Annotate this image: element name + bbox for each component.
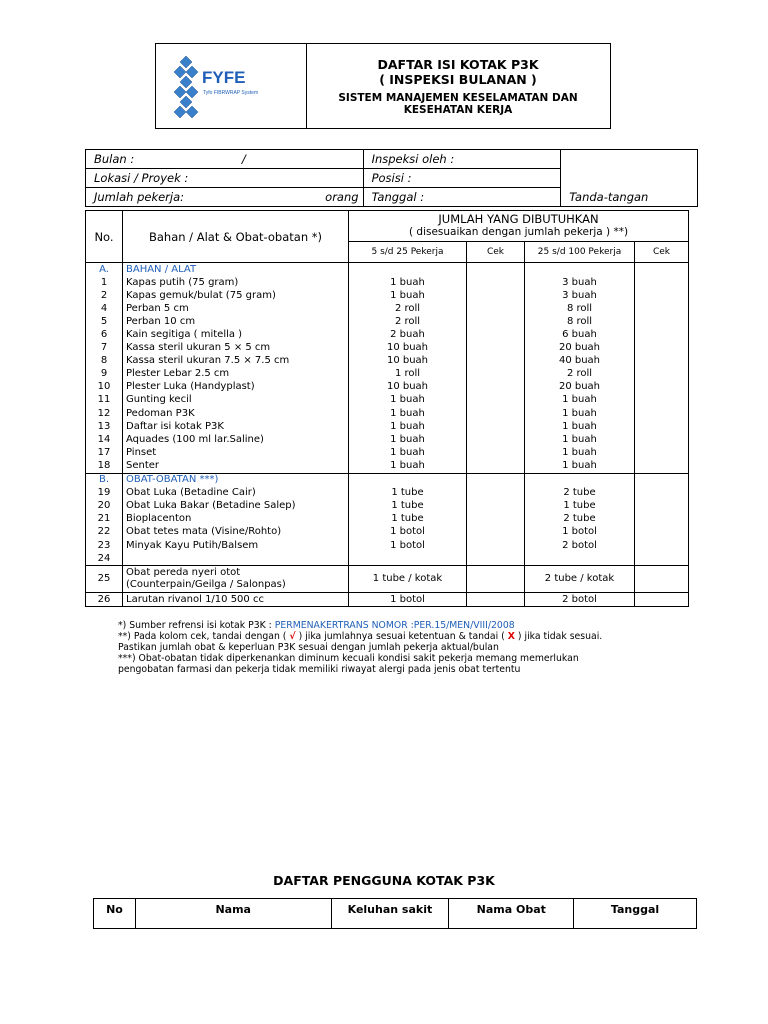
table-row: [86, 513, 689, 526]
cek-cell-a[interactable]: [467, 446, 525, 459]
row-qty-5-25: 1 botol: [349, 593, 467, 607]
note-3: Pastikan jumlah obat & keperluan P3K sesuai dengan jumlah pekerja aktual/bulan: [118, 642, 499, 653]
row-no: 8: [86, 355, 123, 368]
row-qty-25-100: 2 roll: [525, 368, 635, 381]
check-mark-icon: √: [289, 631, 296, 642]
cek-cell-a[interactable]: [467, 328, 525, 341]
row-no: 7: [86, 342, 123, 355]
row-name: Perban 5 cm: [123, 302, 349, 315]
row-qty-25-100: 1 buah: [525, 446, 635, 459]
note-4: ***) Obat-obatan tidak diperkenankan diminum kecuali kondisi sakit pekerja memang memerlukan: [118, 653, 579, 664]
row-no: 23: [86, 539, 123, 552]
cek-cell-a[interactable]: [467, 368, 525, 381]
row-name: Daftar isi kotak P3K: [123, 420, 349, 433]
section-b-no: B.: [86, 473, 123, 487]
row-name: Kapas gemuk/bulat (75 gram): [123, 289, 349, 302]
row-qty-25-100: 1 botol: [525, 526, 635, 539]
cek-cell-b[interactable]: [635, 487, 689, 500]
footnotes: [118, 620, 678, 675]
cek-cell-b[interactable]: [635, 526, 689, 539]
cek-cell-a[interactable]: [467, 526, 525, 539]
row-name: Perban 10 cm: [123, 315, 349, 328]
row-no: 11: [86, 394, 123, 407]
table-row: [86, 289, 689, 302]
row-no: 24: [86, 552, 123, 566]
row-qty-25-100: 1 buah: [525, 420, 635, 433]
x-mark-icon: X: [507, 631, 515, 642]
section-b-label: OBAT-OBATAN ***): [123, 473, 349, 487]
row-no: 21: [86, 513, 123, 526]
cek-cell-b[interactable]: [635, 407, 689, 420]
col-header-cek-a: Cek: [467, 242, 525, 263]
row-name: Pinset: [123, 446, 349, 459]
cek-cell-a[interactable]: [467, 407, 525, 420]
section-a-label: BAHAN / ALAT: [123, 263, 349, 277]
row-name: Aquades (100 ml lar.Saline): [123, 433, 349, 446]
bulan-label: Bulan :: [94, 152, 135, 166]
row-name: Bioplacenton: [123, 513, 349, 526]
table-row: [86, 420, 689, 433]
row-name: Kassa steril ukuran 7.5 × 7.5 cm: [123, 355, 349, 368]
signature-space-2[interactable]: [561, 169, 698, 188]
row-qty-5-25: 10 buah: [349, 381, 467, 394]
row-qty-25-100: 40 buah: [525, 355, 635, 368]
cek-cell-b[interactable]: [635, 513, 689, 526]
row-name: [123, 552, 349, 566]
row-qty-5-25: 1 buah: [349, 446, 467, 459]
row-no: 20: [86, 500, 123, 513]
row-qty-5-25: 1 tube: [349, 487, 467, 500]
tanggal-label: Tanggal :: [371, 190, 425, 204]
cek-cell-b[interactable]: [635, 459, 689, 473]
row-qty-5-25: 2 roll: [349, 315, 467, 328]
table-row: [86, 500, 689, 513]
row-no: 17: [86, 446, 123, 459]
cek-cell-b[interactable]: [635, 500, 689, 513]
row-no: 25: [86, 566, 123, 593]
row-name: Kain segitiga ( mitella ): [123, 328, 349, 341]
cek-cell-a[interactable]: [467, 315, 525, 328]
cek-cell-b[interactable]: [635, 355, 689, 368]
table-row: [86, 328, 689, 341]
cek-cell-a[interactable]: [467, 302, 525, 315]
table-row: [86, 315, 689, 328]
bulan-separator: /: [241, 152, 246, 166]
cek-cell-b[interactable]: [635, 446, 689, 459]
row-no: 6: [86, 328, 123, 341]
cek-cell-a[interactable]: [467, 566, 525, 593]
row-qty-5-25: 1 botol: [349, 539, 467, 552]
row-no: 26: [86, 593, 123, 607]
cek-cell-a[interactable]: [467, 593, 525, 607]
row-qty-5-25: [349, 552, 467, 566]
cek-cell-b[interactable]: [635, 420, 689, 433]
table-row: [86, 407, 689, 420]
cek-cell-a[interactable]: [467, 552, 525, 566]
note-2-text-b: ) jika jumlahnya sesuai ketentuan & tandai (: [298, 631, 505, 642]
jumlah-pekerja-field[interactable]: [86, 188, 364, 207]
note-2-text-a: **) Pada kolom cek, tandai dengan (: [118, 631, 287, 642]
lokasi-field[interactable]: [86, 169, 364, 188]
row-qty-5-25: 1 buah: [349, 433, 467, 446]
table-row: [86, 593, 689, 607]
cek-cell-a[interactable]: [467, 500, 525, 513]
cek-cell-b[interactable]: [635, 342, 689, 355]
posisi-label: Posisi :: [371, 171, 412, 185]
row-qty-25-100: 1 buah: [525, 459, 635, 473]
section-row-b: [86, 473, 689, 487]
note-1-text: *) Sumber refrensi isi kotak P3K :: [118, 620, 272, 631]
row-name: Minyak Kayu Putih/Balsem: [123, 539, 349, 552]
row-qty-25-100: 2 botol: [525, 539, 635, 552]
row-qty-25-100: 8 roll: [525, 315, 635, 328]
row-name: Obat Luka Bakar (Betadine Salep): [123, 500, 349, 513]
row-no: 10: [86, 381, 123, 394]
note-5: pengobatan farmasi dan pekerja tidak memiliki riwayat alergi pada jenis obat tertentu: [118, 664, 521, 675]
jumlah-title: JUMLAH YANG DIBUTUHKAN: [438, 212, 599, 226]
table-row: [86, 446, 689, 459]
row-qty-25-100: [525, 552, 635, 566]
tanggal-field[interactable]: [363, 188, 561, 207]
cek-cell-a[interactable]: [467, 420, 525, 433]
posisi-field[interactable]: [363, 169, 561, 188]
table-row: [86, 342, 689, 355]
cek-cell-a[interactable]: [467, 394, 525, 407]
row-qty-25-100: 3 buah: [525, 276, 635, 289]
cek-cell-a[interactable]: [467, 276, 525, 289]
row-qty-5-25: 1 tube: [349, 500, 467, 513]
col-header-cek-b: Cek: [635, 242, 689, 263]
table-row: [86, 355, 689, 368]
row-qty-5-25: 1 buah: [349, 459, 467, 473]
p3k-checklist-table: [85, 210, 689, 607]
tanda-tangan-label: Tanda-tangan: [569, 189, 649, 204]
inspection-info-table: [85, 149, 698, 207]
row-no: 5: [86, 315, 123, 328]
row-name: Larutan rivanol 1/10 500 cc: [123, 593, 349, 607]
row-no: 13: [86, 420, 123, 433]
table-row: [86, 302, 689, 315]
tanda-tangan-field[interactable]: [561, 188, 698, 207]
cek-cell-b[interactable]: [635, 289, 689, 302]
col-header-25-100: 25 s/d 100 Pekerja: [525, 242, 635, 263]
row-qty-25-100: 1 buah: [525, 394, 635, 407]
row-qty-5-25: 10 buah: [349, 355, 467, 368]
cek-cell-a[interactable]: [467, 355, 525, 368]
users-title: DAFTAR PENGGUNA KOTAK P3K: [273, 873, 495, 888]
row-qty-5-25: 1 buah: [349, 289, 467, 302]
row-name-line-1: Obat pereda nyeri otot: [126, 567, 241, 579]
row-qty-5-25: 10 buah: [349, 342, 467, 355]
cek-cell-a[interactable]: [467, 513, 525, 526]
row-qty-5-25: 1 buah: [349, 276, 467, 289]
section-row-a: [86, 263, 689, 277]
row-name: Kassa steril ukuran 5 × 5 cm: [123, 342, 349, 355]
table-row: [86, 487, 689, 500]
cek-cell-b[interactable]: [635, 302, 689, 315]
row-name: Pedoman P3K: [123, 407, 349, 420]
row-name: Gunting kecil: [123, 394, 349, 407]
row-no: 4: [86, 302, 123, 315]
users-col-keluhan: Keluhan sakit: [331, 899, 449, 929]
inspeksi-label: Inspeksi oleh :: [371, 152, 455, 166]
row-name: Kapas putih (75 gram): [123, 276, 349, 289]
cek-cell-b[interactable]: [635, 539, 689, 552]
row-qty-25-100: 3 buah: [525, 289, 635, 302]
document-header: [155, 43, 611, 129]
note-1-reference: PERMENAKERTRANS NOMOR :PER.15/MEN/VIII/2008: [274, 620, 515, 631]
cek-cell-a[interactable]: [467, 342, 525, 355]
cek-cell-a[interactable]: [467, 487, 525, 500]
inspeksi-field[interactable]: [363, 150, 561, 169]
users-col-nama-obat: Nama Obat: [449, 899, 574, 929]
jumlah-pekerja-label: Jumlah pekerja:: [94, 190, 185, 204]
logo-subtext: Tyfo FIBRWRAP System: [203, 90, 259, 96]
row-no: 1: [86, 276, 123, 289]
row-qty-5-25: 1 botol: [349, 526, 467, 539]
cek-cell-b[interactable]: [635, 315, 689, 328]
row-no: 18: [86, 459, 123, 473]
users-col-nama: Nama: [135, 899, 331, 929]
col-header-5-25: 5 s/d 25 Pekerja: [349, 242, 467, 263]
users-table: [93, 898, 697, 929]
note-2: [118, 631, 678, 642]
jumlah-note: ( disesuaikan dengan jumlah pekerja ) **): [408, 226, 629, 238]
table-row: [86, 394, 689, 407]
row-qty-5-25: 1 buah: [349, 407, 467, 420]
users-col-tanggal: Tanggal: [574, 899, 697, 929]
cek-cell-b[interactable]: [635, 552, 689, 566]
row-qty-25-100: 8 roll: [525, 302, 635, 315]
row-no: 9: [86, 368, 123, 381]
row-name: Senter: [123, 459, 349, 473]
col-header-no: No.: [86, 211, 123, 263]
col-header-bahan: Bahan / Alat & Obat-obatan *): [123, 211, 349, 263]
row-qty-25-100: 1 buah: [525, 407, 635, 420]
company-logo: [156, 44, 307, 128]
cek-cell-a[interactable]: [467, 289, 525, 302]
cek-cell-b[interactable]: [635, 381, 689, 394]
cek-cell-a[interactable]: [467, 539, 525, 552]
cek-cell-b[interactable]: [635, 328, 689, 341]
cek-cell-a[interactable]: [467, 433, 525, 446]
bulan-field[interactable]: [86, 150, 364, 169]
cek-cell-b[interactable]: [635, 433, 689, 446]
cek-cell-a[interactable]: [467, 381, 525, 394]
document-title: DAFTAR ISI KOTAK P3K: [377, 57, 539, 72]
col-header-jumlah: [349, 211, 689, 242]
lokasi-label: Lokasi / Proyek :: [94, 171, 189, 185]
row-no: 22: [86, 526, 123, 539]
cek-cell-a[interactable]: [467, 459, 525, 473]
table-row: [86, 459, 689, 473]
logo-text: FYFE: [202, 68, 246, 87]
row-name: Obat tetes mata (Visine/Rohto): [123, 526, 349, 539]
cek-cell-b[interactable]: [635, 394, 689, 407]
row-no: 2: [86, 289, 123, 302]
header-titles: [306, 44, 610, 128]
row-qty-25-100: 1 tube: [525, 500, 635, 513]
row-qty-5-25: 2 roll: [349, 302, 467, 315]
row-qty-5-25: 1 buah: [349, 394, 467, 407]
table-row: [86, 381, 689, 394]
row-qty-25-100: 2 tube: [525, 487, 635, 500]
row-name: Plester Lebar 2.5 cm: [123, 368, 349, 381]
table-row: [86, 526, 689, 539]
row-no: 19: [86, 487, 123, 500]
table-row: [86, 433, 689, 446]
row-qty-5-25: 1 tube: [349, 513, 467, 526]
table-row: [86, 276, 689, 289]
row-name: Obat Luka (Betadine Cair): [123, 487, 349, 500]
row-qty-25-100: 2 tube: [525, 513, 635, 526]
document-subtitle: ( INSPEKSI BULANAN ): [379, 72, 537, 87]
orang-label: orang: [325, 190, 359, 204]
table-row: [86, 566, 689, 593]
row-qty-25-100: 20 buah: [525, 342, 635, 355]
row-qty-5-25: 1 buah: [349, 420, 467, 433]
users-col-no: No: [94, 899, 136, 929]
table-row: [86, 539, 689, 552]
row-name-line-2: (Counterpain/Geilga / Salonpas): [126, 579, 286, 591]
row-qty-5-25: 1 roll: [349, 368, 467, 381]
cek-cell-b[interactable]: [635, 276, 689, 289]
row-qty-25-100: 2 botol: [525, 593, 635, 607]
cek-cell-b[interactable]: [635, 593, 689, 607]
row-qty-25-100: 1 buah: [525, 433, 635, 446]
row-qty-25-100: 2 tube / kotak: [525, 566, 635, 593]
section-a-no: A.: [86, 263, 123, 277]
row-name: [123, 566, 349, 593]
system-line-2: KESEHATAN KERJA: [403, 104, 513, 116]
signature-space[interactable]: [561, 150, 698, 169]
note-1: [118, 620, 678, 631]
table-row: [86, 552, 689, 566]
row-no: 12: [86, 407, 123, 420]
row-name: Plester Luka (Handyplast): [123, 381, 349, 394]
table-row: [86, 368, 689, 381]
row-qty-25-100: 6 buah: [525, 328, 635, 341]
row-qty-5-25: 1 tube / kotak: [349, 566, 467, 593]
cek-cell-b[interactable]: [635, 566, 689, 593]
row-no: 14: [86, 433, 123, 446]
system-line-1: SISTEM MANAJEMEN KESELAMATAN DAN: [338, 92, 578, 104]
row-qty-5-25: 2 buah: [349, 328, 467, 341]
note-2-text-c: ) jika tidak sesuai.: [517, 631, 603, 642]
row-qty-25-100: 20 buah: [525, 381, 635, 394]
cek-cell-b[interactable]: [635, 368, 689, 381]
